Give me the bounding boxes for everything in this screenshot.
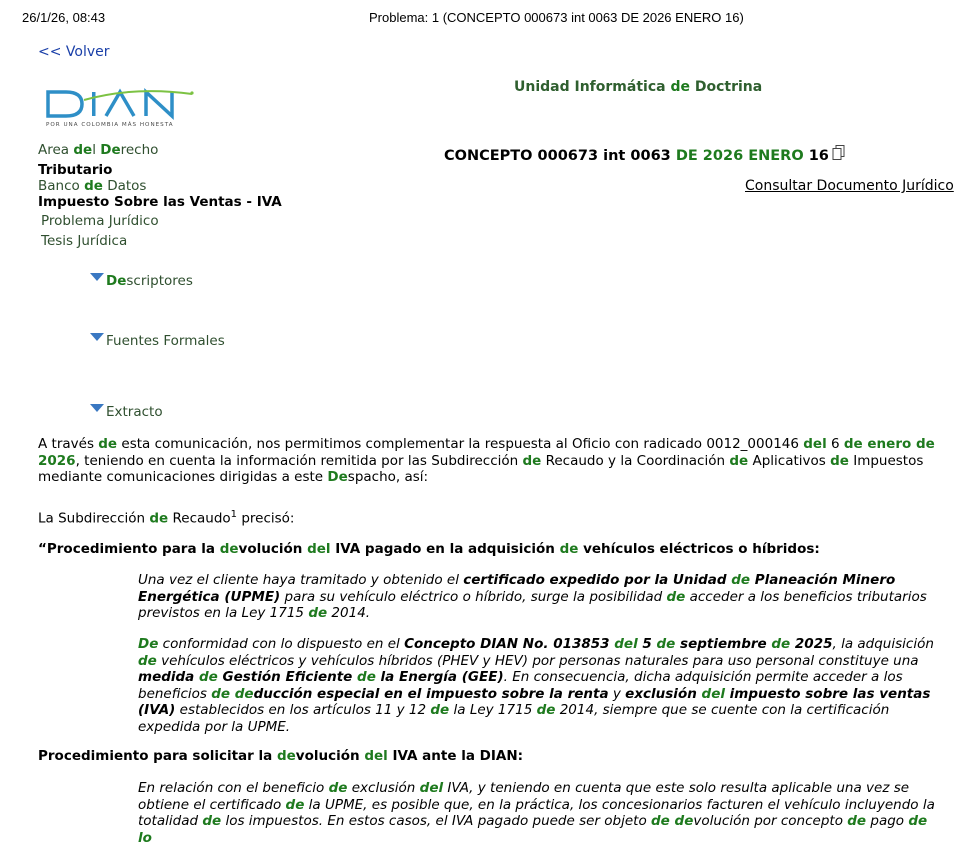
text-run: 5 bbox=[637, 636, 657, 652]
quote-paragraph-1 bbox=[138, 572, 938, 622]
highlight-de: 2026 bbox=[38, 452, 76, 469]
highlight-de: de bbox=[138, 652, 157, 669]
document-code-date: DE 2026 ENERO bbox=[675, 148, 804, 164]
text-run: ducción especial en el impuesto sobre la renta bbox=[253, 685, 609, 702]
text-run: (IVA) bbox=[138, 702, 176, 718]
highlight-de: de bbox=[830, 452, 849, 469]
text-run: , teniendo en cuenta la información remitida por las Subdirección bbox=[75, 452, 523, 469]
chevron-down-icon bbox=[90, 404, 104, 412]
text-run: vehículos eléctricos o híbridos: bbox=[578, 541, 820, 557]
section-descriptores-label: scriptores bbox=[126, 273, 193, 289]
text-run: exclusión bbox=[347, 780, 420, 796]
text-run: beneficios bbox=[138, 685, 212, 702]
text-run: 6 bbox=[826, 436, 844, 452]
text-run: A través bbox=[38, 436, 99, 452]
highlight-de: de bbox=[559, 541, 579, 557]
banco-label-de: de bbox=[84, 178, 103, 194]
highlight-de: de bbox=[522, 452, 542, 469]
highlight-de: del bbox=[419, 780, 444, 796]
text-run: IVA ante la DIAN: bbox=[387, 748, 524, 764]
dian-logo bbox=[44, 88, 196, 132]
section-extracto-label: Extracto bbox=[106, 404, 163, 420]
body-paragraph-2 bbox=[38, 507, 938, 527]
text-run: . En consecuencia, dicha adquisición permite acceder a los bbox=[503, 669, 903, 685]
text-run: Una vez el cliente haya tramitado y obtenido el bbox=[138, 572, 464, 588]
highlight-de: de bbox=[847, 813, 867, 829]
text-run: Concepto DIAN No. 013853 bbox=[404, 636, 615, 652]
highlight-de: de bbox=[729, 452, 749, 469]
document-code bbox=[444, 145, 846, 164]
chevron-down-icon bbox=[90, 273, 104, 281]
unit-title-part: Unidad Informática bbox=[514, 79, 671, 95]
text-run: la UPME, es posible que, en la práctica, los concesionarios facturen el vehículo incluyendo la bbox=[304, 796, 935, 813]
text-run: acceder a los beneficios tributarios bbox=[685, 588, 927, 605]
text-run: establecidos en los artículos 11 y 12 bbox=[175, 702, 431, 718]
text-run: Impuestos bbox=[848, 452, 924, 469]
highlight-de: de bbox=[328, 780, 348, 796]
banco-label bbox=[38, 178, 146, 194]
section-descriptores[interactable] bbox=[90, 273, 193, 289]
highlight-de: del bbox=[701, 685, 725, 702]
text-run: medida bbox=[138, 669, 199, 685]
text-run: y bbox=[608, 685, 626, 702]
text-run: 2014, siempre que se cuente con la certificación bbox=[555, 702, 890, 718]
text-run: IVA, y teniendo en cuenta que este solo resulta aplicable una vez se bbox=[443, 780, 910, 796]
text-run: volución bbox=[295, 748, 365, 764]
heading-procedimiento-solicitud bbox=[38, 748, 938, 765]
area-label-part: Area bbox=[38, 142, 74, 158]
highlight-de: de bbox=[430, 702, 450, 718]
highlight-de: de bbox=[276, 748, 296, 764]
unit-title bbox=[514, 79, 762, 95]
highlight-de: de bbox=[731, 572, 751, 588]
text-run: Recaudo bbox=[168, 510, 231, 527]
text-run: expedida por la UPME. bbox=[138, 718, 291, 735]
text-run: Recaudo y la Coordinación bbox=[541, 452, 730, 469]
banco-label-part: Datos bbox=[102, 178, 147, 194]
section-descriptores-de: De bbox=[106, 273, 127, 289]
highlight-de: de bbox=[199, 669, 218, 685]
text-run: pago bbox=[866, 813, 909, 829]
highlight-de: del bbox=[364, 748, 388, 764]
section-extracto[interactable] bbox=[90, 404, 163, 420]
unit-title-part: Doctrina bbox=[689, 79, 763, 95]
text-run: certificado expedido por la Unidad bbox=[463, 572, 732, 588]
problema-juridico-link[interactable]: Problema Jurídico bbox=[41, 213, 159, 229]
text-run: conformidad con lo dispuesto en el bbox=[158, 636, 405, 652]
section-fuentes-formales[interactable] bbox=[90, 333, 225, 349]
area-label-de: de bbox=[73, 142, 93, 158]
text-run: volución por concepto bbox=[693, 813, 848, 829]
text-run: , la adquisición bbox=[832, 636, 934, 652]
area-label-de: De bbox=[100, 142, 121, 158]
highlight-de: del bbox=[803, 436, 827, 452]
back-link[interactable]: << Volver bbox=[38, 44, 110, 60]
footnote-ref[interactable]: 1 bbox=[230, 509, 238, 520]
document-code-day: 16 bbox=[803, 148, 829, 164]
area-label-part: l bbox=[92, 142, 101, 158]
dian-tagline: POR UNA COLOMBIA MÁS HONESTA bbox=[46, 122, 174, 128]
highlight-de: del bbox=[614, 636, 638, 652]
text-run: vehículos eléctricos y vehículos híbridos (PHEV y HEV) por personas naturales para uso personal constituye una bbox=[156, 652, 919, 669]
highlight-de: De bbox=[138, 636, 159, 652]
highlight-de: de bbox=[285, 796, 305, 813]
area-label-part: recho bbox=[120, 142, 159, 158]
highlight-de: De bbox=[327, 469, 348, 485]
text-run: volución bbox=[238, 541, 308, 557]
text-run: precisó: bbox=[237, 510, 295, 527]
text-run: En relación con el beneficio bbox=[138, 780, 329, 796]
heading-procedimiento-adquisicion bbox=[38, 541, 938, 558]
text-run: la Ley 1715 bbox=[449, 702, 537, 718]
highlight-de: de bbox=[771, 636, 791, 652]
highlight-de: de bbox=[656, 636, 676, 652]
text-run: “Procedimiento para la bbox=[38, 541, 220, 557]
text-run: 2014. bbox=[327, 605, 371, 621]
quote-paragraph-2 bbox=[138, 636, 938, 735]
highlight-de: de enero de bbox=[843, 436, 935, 452]
text-run: obtiene el certificado bbox=[138, 796, 286, 813]
text-run: La Subdirección bbox=[38, 510, 150, 527]
text-run: exclusión bbox=[625, 685, 702, 702]
document-code-number: CONCEPTO 000673 int 0063 bbox=[444, 148, 676, 164]
highlight-de: del bbox=[307, 541, 331, 557]
text-run: septiembre bbox=[675, 636, 772, 652]
highlight-de: de bbox=[149, 510, 169, 527]
print-datetime: 26/1/26, 08:43 bbox=[22, 10, 106, 25]
text-run: la Energía (GEE) bbox=[375, 669, 504, 685]
print-page-title: Problema: 1 (CONCEPTO 000673 int 0063 DE 2026 ENERO 16) bbox=[369, 10, 744, 25]
banco-label-part: Banco bbox=[38, 178, 85, 194]
unit-title-de: de bbox=[670, 79, 690, 95]
text-run: Aplicativos bbox=[748, 452, 831, 469]
section-fuentes-label: Fuentes Formales bbox=[106, 333, 225, 349]
text-run: impuesto sobre las ventas bbox=[724, 685, 931, 702]
text-run: IVA pagado en la adquisición bbox=[330, 541, 560, 557]
tesis-juridica-link[interactable]: Tesis Jurídica bbox=[41, 233, 128, 249]
text-run: spacho, así: bbox=[347, 469, 429, 485]
chevron-down-icon bbox=[90, 333, 104, 341]
quote-paragraph-3 bbox=[138, 780, 938, 846]
consult-document-link[interactable]: Consultar Documento Jurídico bbox=[745, 178, 954, 194]
text-run: para su vehículo eléctrico o híbrido, surge la posibilidad bbox=[280, 588, 667, 605]
highlight-de: de bbox=[308, 605, 328, 621]
text-run: esta comunicación, nos permitimos complementar la respuesta al Oficio con radicado 0012_000146 bbox=[117, 436, 804, 452]
highlight-de: de de bbox=[651, 813, 694, 829]
text-run: los impuestos. En estos casos, el IVA pagado puede ser objeto bbox=[221, 813, 652, 829]
area-label bbox=[38, 142, 158, 158]
text-run: mediante comunicaciones dirigidas a este bbox=[38, 469, 328, 485]
body-paragraph-1 bbox=[38, 436, 938, 486]
text-run: totalidad bbox=[138, 813, 203, 829]
highlight-de: de bbox=[219, 541, 239, 557]
text-run: Gestión Eficiente bbox=[217, 669, 358, 685]
highlight-de: de bbox=[357, 669, 376, 685]
copy-icon[interactable] bbox=[832, 145, 846, 161]
banco-value: Impuesto Sobre las Ventas - IVA bbox=[38, 194, 282, 210]
highlight-de: de bbox=[98, 436, 118, 452]
highlight-de: de bbox=[536, 702, 556, 718]
text-run: Procedimiento para solicitar la bbox=[38, 748, 277, 764]
highlight-de: de bbox=[666, 588, 686, 605]
area-value: Tributario bbox=[38, 162, 113, 178]
text-run: Energética (UPME) bbox=[138, 588, 281, 605]
text-run: 2025 bbox=[790, 636, 833, 652]
highlight-de: de lo bbox=[138, 813, 928, 846]
text-run: previstos en la Ley 1715 bbox=[138, 605, 309, 621]
highlight-de: de de bbox=[211, 685, 254, 702]
highlight-de: de bbox=[202, 813, 222, 829]
text-run: Planeación Minero bbox=[750, 572, 896, 588]
